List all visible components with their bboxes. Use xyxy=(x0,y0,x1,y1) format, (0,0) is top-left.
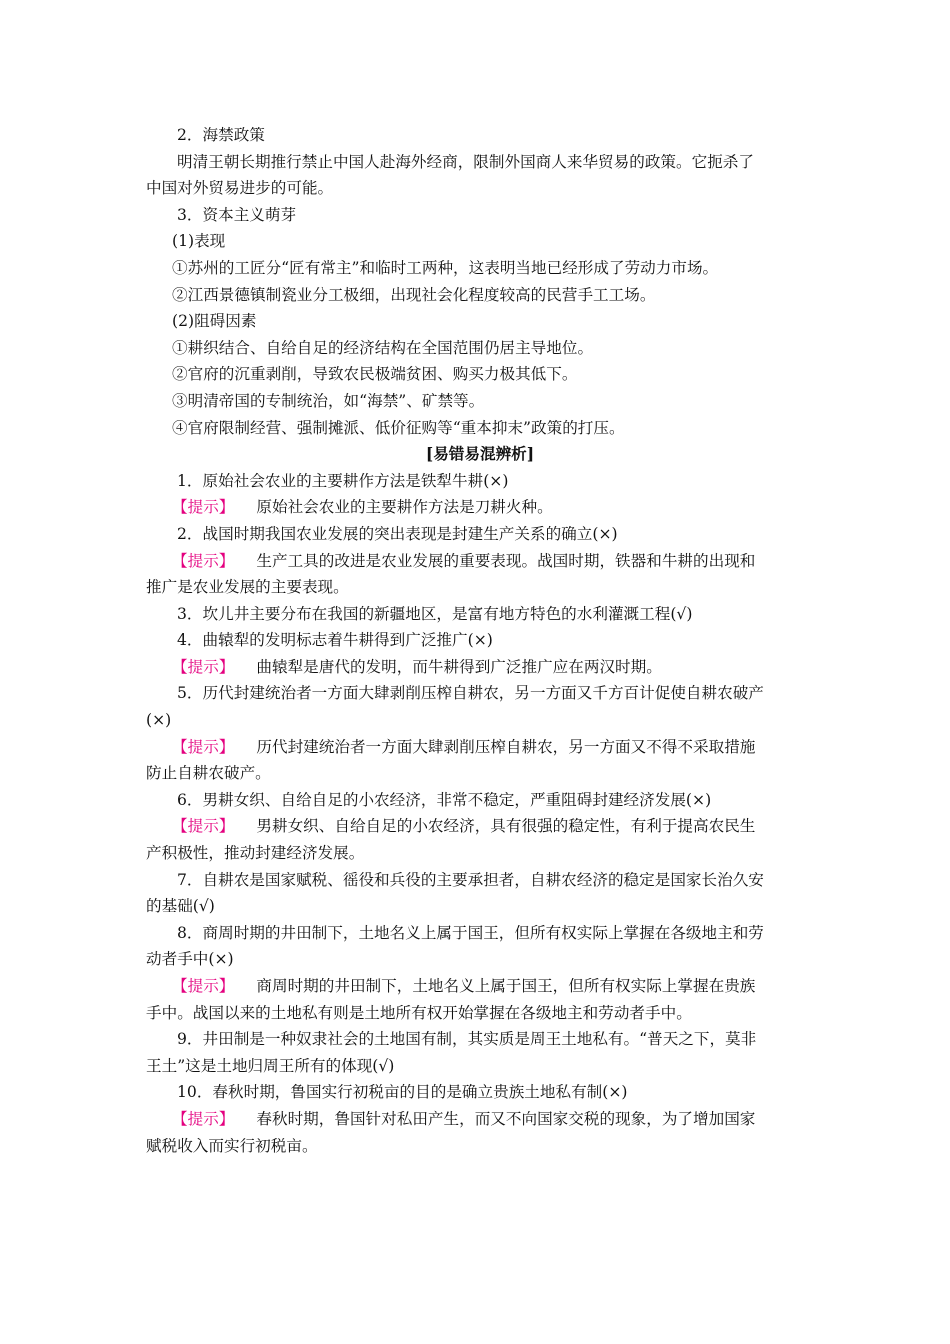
question-line: 王土”这是土地归周王所有的体现(√) xyxy=(146,1056,395,1075)
paragraph-line: 明清王朝长期推行禁止中国人赴海外经商，限制外国商人来华贸易的政策。它扼杀了 xyxy=(177,152,754,171)
tip-line xyxy=(146,734,834,761)
tip-line xyxy=(146,813,834,840)
section-title: [易错易混辨析] xyxy=(425,444,535,464)
tip-label: 【提示】 xyxy=(172,1109,235,1128)
tip-label: 【提示】 xyxy=(172,657,235,676)
question-line: 4．曲辕犁的发明标志着牛耕得到广泛推广(×) xyxy=(177,631,493,650)
tip-label: 【提示】 xyxy=(172,498,235,517)
list-item: ②官府的沉重剥削，导致农民极端贫困、购买力极其低下。 xyxy=(172,365,578,384)
question-line: 的基础(√) xyxy=(146,897,215,916)
tip-line: 推广是农业发展的主要表现。 xyxy=(146,578,349,597)
tip-text: 春秋时期，鲁国针对私田产生，而又不向国家交税的现象，为了增加国家 xyxy=(256,1109,756,1128)
question-line: 2．战国时期我国农业发展的突出表现是封建生产关系的确立(×) xyxy=(177,524,618,543)
question-line: 动者手中(×) xyxy=(146,950,234,969)
question-line: 8．商周时期的井田制下，土地名义上属于国王，但所有权实际上掌握在各级地主和劳 xyxy=(177,923,764,942)
list-item: ①耕织结合、自给自足的经济结构在全国范围仍居主导地位。 xyxy=(172,338,594,357)
tip-text: 历代封建统治者一方面大肆剥削压榨自耕农，另一方面又不得不采取措施 xyxy=(256,737,756,756)
list-item: ②江西景德镇制瓷业分工极细，出现社会化程度较高的民营手工工场。 xyxy=(172,285,656,304)
tip-line xyxy=(146,494,834,521)
tip-text: 男耕女织、自给自足的小农经济，具有很强的稳定性，有利于提高农民生 xyxy=(256,817,756,836)
tip-line xyxy=(146,973,834,1000)
tip-text: 生产工具的改进是农业发展的重要表现。战国时期，铁器和牛耕的出现和 xyxy=(256,551,756,570)
analysis-items xyxy=(146,468,834,1159)
tip-label: 【提示】 xyxy=(172,737,235,756)
question-line: 5．历代封建统治者一方面大肆剥削压榨自耕农，另一方面又千方百计促使自耕农破产 xyxy=(177,684,764,703)
heading-sea-ban: 2．海禁政策 xyxy=(177,126,265,144)
tip-line: 赋税收入而实行初税亩。 xyxy=(146,1136,318,1155)
tip-line: 防止自耕农破产。 xyxy=(146,764,271,783)
question-line: 1．原始社会农业的主要耕作方法是铁犁牛耕(×) xyxy=(177,471,509,490)
subheading-manifestation: (1)表现 xyxy=(172,232,226,251)
list-item: ①苏州的工匠分“匠有常主”和临时工两种，这表明当地已经形成了劳动力市场。 xyxy=(172,258,719,277)
question-line: 3．坎儿井主要分布在我国的新疆地区，是富有地方特色的水利灌溉工程(√) xyxy=(177,604,693,623)
question-line: 9．井田制是一种奴隶社会的土地国有制，其实质是周王土地私有。“普天之下，莫非 xyxy=(177,1030,757,1049)
list-item: ④官府限制经营、强制摊派、低价征购等“重本抑末”政策的打压。 xyxy=(172,418,625,437)
tip-label: 【提示】 xyxy=(172,977,235,995)
tip-label: 【提示】 xyxy=(172,817,235,836)
subheading-obstacles: (2)阻碍因素 xyxy=(172,312,257,331)
tip-label: 【提示】 xyxy=(172,551,235,570)
heading-capitalism-sprouts: 3．资本主义萌芽 xyxy=(177,205,297,224)
question-line: 6．男耕女织、自给自足的小农经济，非常不稳定，严重阻碍封建经济发展(×) xyxy=(177,790,712,809)
tip-text: 曲辕犁是唐代的发明，而牛耕得到广泛推广应在两汉时期。 xyxy=(256,657,662,676)
tip-line: 手中。战国以来的土地私有则是土地所有权开始掌握在各级地主和劳动者手中。 xyxy=(146,1003,692,1022)
tip-line xyxy=(146,654,834,681)
question-line: 7．自耕农是国家赋税、徭役和兵役的主要承担者，自耕农经济的稳定是国家长治久安 xyxy=(177,870,764,889)
question-line: 10．春秋时期，鲁国实行初税亩的目的是确立贵族土地私有制(×) xyxy=(177,1083,628,1102)
tip-text: 商周时期的井田制下，土地名义上属于国王，但所有权实际上掌握在贵族 xyxy=(256,977,756,995)
tip-text: 原始社会农业的主要耕作方法是刀耕火种。 xyxy=(256,498,553,517)
tip-line xyxy=(146,1106,834,1133)
tip-line xyxy=(146,548,834,575)
paragraph-line: 中国对外贸易进步的可能。 xyxy=(146,179,334,198)
question-line: (×) xyxy=(146,711,172,730)
tip-line: 产积极性，推动封建经济发展。 xyxy=(146,844,365,863)
list-item: ③明清帝国的专制统治，如“海禁”、矿禁等。 xyxy=(172,391,485,410)
